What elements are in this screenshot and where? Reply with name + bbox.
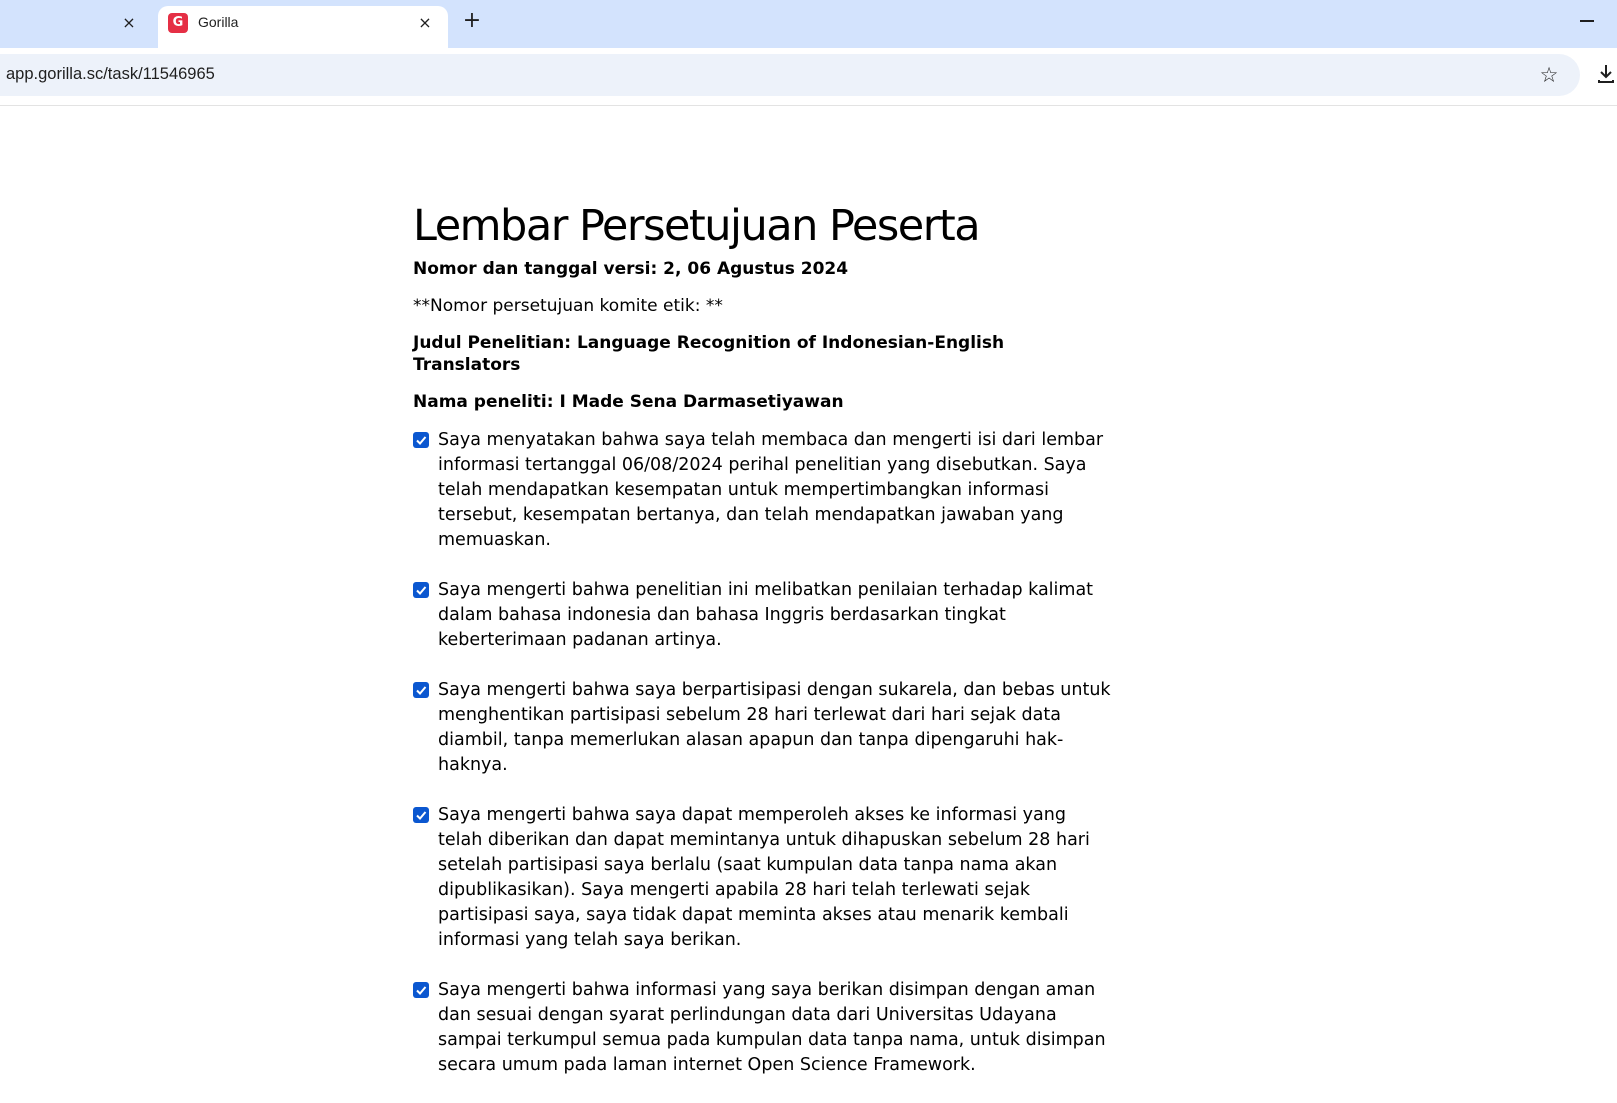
- consent-checkbox[interactable]: [413, 807, 429, 823]
- gorilla-favicon-icon: G: [168, 13, 188, 33]
- page-title: Lembar Persetujuan Peserta: [413, 201, 980, 251]
- researcher-name: Nama peneliti: I Made Sena Darmasetiyawan: [413, 392, 844, 412]
- consent-text: Saya mengerti bahwa informasi yang saya berikan disimpan dengan aman dan sesuai dengan syarat perlindungan data dari Universitas Udayana sampai terkumpul semua pada kumpulan data tanpa nama, untuk disimpan secara umum pada laman internet Open Science Framework.: [438, 980, 1106, 1075]
- close-icon[interactable]: ×: [122, 13, 136, 32]
- consent-item-2: [413, 578, 1113, 653]
- consent-text: Saya mengerti bahwa penelitian ini melibatkan penilaian terhadap kalimat dalam bahasa indonesia dan bahasa Inggris berdasarkan tingkat keberterimaan padanan artinya.: [438, 580, 1094, 650]
- address-bar[interactable]: [0, 54, 1580, 96]
- consent-item-4: [413, 803, 1113, 953]
- consent-item-3: [413, 678, 1113, 778]
- consent-item-5: [413, 978, 1113, 1078]
- research-title: Judul Penelitian: Language Recognition of Indonesian-English Translators: [413, 333, 1005, 375]
- ethics-number: **Nomor persetujuan komite etik: **: [413, 296, 723, 316]
- download-icon[interactable]: [1596, 63, 1616, 85]
- consent-text: Saya mengerti bahwa saya berpartisipasi dengan sukarela, dan bebas untuk menghentikan partisipasi sebelum 28 hari terlewat dari hari sejak data diambil, tanpa memerlukan alasan apapun dan tanpa dipengaruhi hak-haknya.: [438, 680, 1111, 775]
- browser-toolbar: [0, 48, 1617, 106]
- tab-gorilla[interactable]: [158, 6, 448, 48]
- tab-previous[interactable]: [0, 6, 150, 48]
- new-tab-button[interactable]: +: [462, 8, 482, 33]
- consent-checkbox[interactable]: [413, 582, 429, 598]
- tab-strip: [0, 0, 1617, 48]
- consent-checkbox[interactable]: [413, 682, 429, 698]
- consent-text: Saya menyatakan bahwa saya telah membaca dan mengerti isi dari lembar informasi tertanggal 06/08/2024 perihal penelitian yang disebutkan. Saya telah mendapatkan kesempatan untuk mempertimbangkan informasi tersebut, kesempatan bertanya, dan telah mendapatkan jawaban yang memuaskan.: [438, 430, 1104, 550]
- url-text[interactable]: app.gorilla.sc/task/11546965: [6, 65, 215, 83]
- close-icon[interactable]: ×: [418, 13, 432, 32]
- consent-text: Saya mengerti bahwa saya dapat memperoleh akses ke informasi yang telah diberikan dan dapat memintanya untuk dihapuskan sebelum 28 hari setelah partisipasi saya berlalu (saat kumpulan data tanpa nama akan dipublikasikan). Saya mengerti apabila 28 hari telah terlewati sejak partisipasi saya, saya tidak dapat meminta akses atau menarik kembali informasi yang telah saya berikan.: [438, 805, 1090, 950]
- consent-checkbox[interactable]: [413, 432, 429, 448]
- tab-title: Gorilla: [198, 14, 239, 30]
- consent-item-1: [413, 428, 1113, 553]
- consent-checkbox[interactable]: [413, 982, 429, 998]
- version-info: Nomor dan tanggal versi: 2, 06 Agustus 2024: [413, 259, 849, 279]
- bookmark-star-icon[interactable]: ☆: [1539, 63, 1559, 87]
- consent-form: [413, 200, 1113, 1103]
- minimize-icon[interactable]: [1578, 8, 1596, 26]
